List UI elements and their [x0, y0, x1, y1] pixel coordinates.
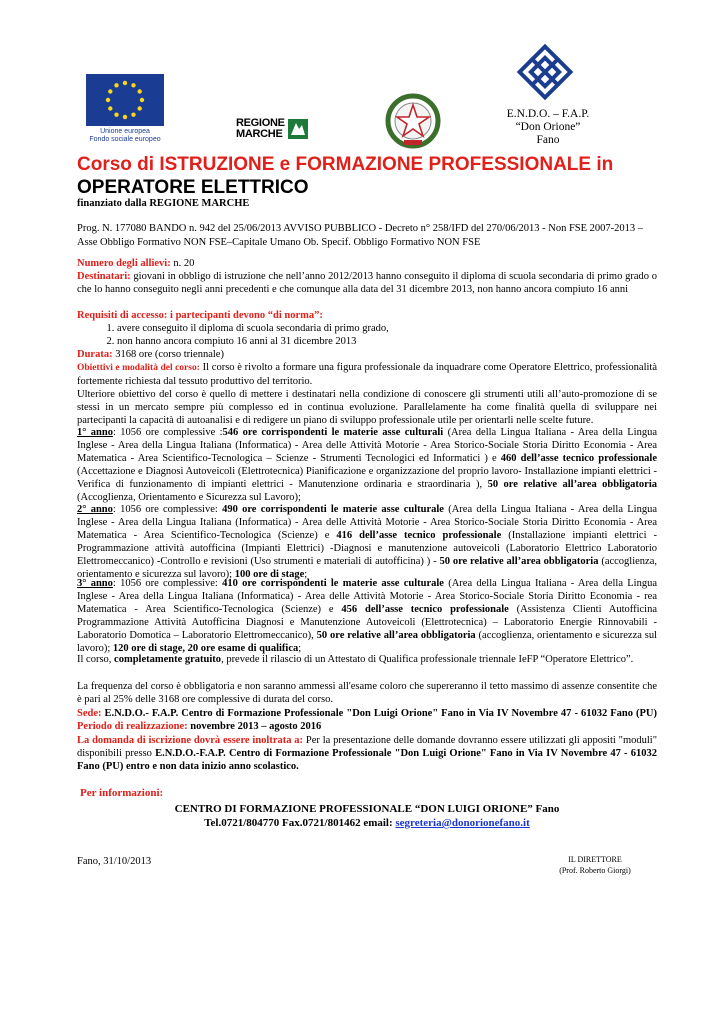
domanda-text: Per la presentazione delle domande dovranno essere utilizzati gli appositi "moduli" disponibili presso: [77, 735, 657, 759]
anno3-label: 3° anno: [77, 578, 113, 589]
eu-caption: [86, 128, 164, 144]
anno1-bold: 50 ore relative all’area obbligatoria: [487, 479, 657, 490]
obiettivi-text1: Il corso è rivolto a formare una figura professionale da inquadrare come Operatore Elettrico, professionalità fortemente richiesta dal tessuto produttivo del territorio.: [77, 362, 657, 387]
gratuito-text: , prevede il rilascio di un Attestato di Qualifica professionale triennale IeFP “Operatore Elettrico”.: [221, 654, 634, 665]
obiettivi-section: [77, 361, 657, 427]
anno3-text: (accoglienza, orientamento e sicurezza sul lavoro);: [77, 630, 657, 654]
anno2-text: : 1056 ore complessive:: [112, 504, 223, 515]
anno3-text: (Assistenza Clienti Autofficina Programmazione Attività Autofficina Diagnosi e Manutenzione Autoveicoli (Elettrotecnica) – Laboratorio Energie Rinnovabili - Laboratorio Domotica – Laboratorio Elettromeccanico),: [77, 604, 657, 641]
periodo-label: Periodo di realizzazione:: [77, 721, 191, 732]
center-name: CENTRO DI FORMAZIONE PROFESSIONALE “DON LUIGI ORIONE” Fano: [174, 803, 560, 815]
anno1-label: 1° anno: [77, 427, 113, 438]
domanda-section: [77, 734, 657, 773]
periodo-value: novembre 2013 – agosto 2016: [190, 721, 322, 732]
endo-header: [478, 108, 618, 147]
anno2-text: (Area della Lingua Italiana - Area della Lingua Inglese - Area della Lingua Italiana (Informatica) - Area delle Attività Motorie - Area Storico-Sociale Storia Diritto Economia - Area Matematica - Area Scientifico-Tecnologica (Scienze) e: [77, 504, 657, 541]
director-title: IL DIRETTORE: [568, 855, 622, 864]
durata-value: 3168 ore (corso triennale): [112, 349, 224, 360]
anno2-text: ;: [304, 569, 308, 580]
anno3-section: [77, 577, 657, 655]
anno3-text: ;: [298, 643, 302, 654]
contact-block: [77, 802, 657, 830]
anno2-text: (Installazione impianti elettrici - Programmazione attività autofficina (Impianti Elettrici) -Diagnosi e manutenzione autoveicoli (Laboratorio Elettrico Laboratorio Elettromeccanico) -Controllo e revisioni (Uso strumenti e materiali di autofficina) ) -: [77, 530, 657, 567]
anno3-bold: 456 dell’asse tecnico professionale: [341, 604, 509, 615]
course-title: Corso di ISTRUZIONE e FORMAZIONE PROFESSIONALE in: [77, 154, 614, 175]
marche-logo-line1: REGIONE: [236, 117, 285, 129]
endo-line2: “Don Orione”: [515, 121, 581, 133]
requisiti-item: 1. avere conseguito il diploma di scuola secondaria di primo grado,: [117, 322, 657, 335]
anno2-bold: 50 ore relative all’area obbligatoria: [439, 556, 599, 567]
anno2-section: [77, 503, 657, 581]
place-date: Fano, 31/10/2013: [77, 856, 152, 867]
marche-logo-line2: MARCHE: [236, 128, 283, 140]
durata-section: [77, 348, 657, 361]
anno1-bold: 460 dell’asse tecnico professionale: [500, 453, 657, 464]
director-name: (Prof. Roberto Giorgi): [559, 866, 631, 875]
eu-logo: [86, 74, 164, 148]
marche-emblem-icon: [287, 118, 309, 140]
destinatari-section: [77, 270, 657, 296]
director-signature: [540, 854, 650, 876]
frequenza-section: La frequenza del corso è obbligatoria e non saranno ammessi all'esame coloro che supereranno il tetto massimo di assenze consentite che è pari al 25% delle 3168 ore complessive di durata del corso.: [77, 681, 657, 705]
endo-line1: E.N.D.O. – F.A.P.: [506, 108, 590, 120]
obiettivi-text2: Ulteriore obiettivo del corso è quello di mettere i destinatari nella condizione di conoscere gli strumenti utili all’auto-promozione di se stessi in un mercato sempre più complesso ed in continua evoluzione. Parallelamente ha come finalità quella di sviluppare nei partecipanti la capacità di autoanalisi e di redigere un piano di sviluppo professionale utile per orientarli nelle scelte future.: [77, 389, 657, 426]
requisiti-label: Requisiti di accesso: i partecipanti devono “di norma”:: [77, 310, 323, 321]
allievi-label: Numero degli allievi:: [77, 258, 171, 269]
sede-section: [77, 707, 657, 733]
italian-republic-emblem-icon: [384, 92, 442, 150]
contact-phones: Tel.0721/804770 Fax.0721/801462 email:: [204, 817, 396, 829]
eu-caption-line1: Unione europea: [100, 128, 150, 135]
domanda-label: La domanda di iscrizione dovrà essere inoltrata a:: [77, 735, 304, 746]
anno1-bold: 546 ore corrispondenti le materie asse culturali: [222, 427, 444, 438]
per-informazioni-label: Per informazioni:: [80, 787, 164, 799]
anno1-text: (Accoglienza, Orientamento e Sicurezza sul Lavoro);: [77, 492, 301, 503]
allievi-value: n. 20: [170, 258, 195, 269]
funding-subtitle: finanziato dalla REGIONE MARCHE: [77, 198, 250, 209]
anno2-bold: 416 dell’asse tecnico professionale: [336, 530, 502, 541]
durata-label: Durata:: [77, 349, 113, 360]
obiettivi-label: Obiettivi e modalità del corso:: [77, 363, 200, 373]
gratuito-bold: completamente gratuito: [114, 654, 222, 665]
endo-line3: Fano: [536, 134, 560, 146]
eu-caption-line2: Fondo sociale europeo: [89, 136, 161, 143]
destinatari-label: Destinatari:: [77, 271, 131, 282]
sede-text: E.N.D.O.- F.A.P. Centro di Formazione Professionale "Don Luigi Orione" Fano in Via IV Novembre 47 - 61032 Fano (PU): [104, 708, 658, 719]
anno2-bold: 490 ore corrispondenti le materie asse culturale: [222, 504, 444, 515]
contact-line: [77, 816, 657, 830]
anno2-bold: 100 ore di stage: [234, 569, 305, 580]
anno1-text: (Area della Lingua Italiana - Area della Lingua Inglese - Area della Lingua Italiana (Informatica) - Area delle Attività Motorie - Area Storico-Sociale Storia Diritto Economia - Area Matematica - Area Scientifico-Tecnologica – Scienze - Strumenti Tecnologici ed Informatici ) e: [77, 427, 657, 464]
anno2-label: 2° anno: [77, 504, 113, 515]
endo-fap-logo-icon: [515, 42, 575, 102]
eu-flag-icon: [86, 74, 164, 126]
sede-label: Sede:: [77, 708, 105, 719]
anno1-text: (Accettazione e Diagnosi Autoveicoli (Elettrotecnica) Pianificazione e organizzazione del proprio lavoro- Installazione impianti elettrici - Verifica di funzionamento di impianti elettrici - Manutenzione ordinaria e straordinaria ),: [77, 466, 657, 490]
requisiti-item: 2. non hanno ancora compiuto 16 anni al 31 dicembre 2013: [117, 335, 657, 348]
allievi-section: [77, 257, 657, 270]
anno3-text: (Area della Lingua Italiana - Area della Lingua Inglese - Area della Lingua Italiana (Informatica) - Area delle Attività Motorie - Area Storico-Sociale Storia Diritto Economia - rea Matematica - Area Scientifico-Tecnologica (Scienze) e: [77, 578, 657, 615]
email-link[interactable]: segreteria@donorionefano.it: [395, 817, 530, 829]
project-reference: Prog. N. 177080 BANDO n. 942 del 25/06/2013 AVVISO PUBBLICO - Decreto n° 258/IFD del 270/06/2013 - Non FSE 2007-2013 – Asse Obbligo Formativo NON FSE–Capitale Umano Ob. Specif. Obbligo Formativo NON FSE: [77, 223, 644, 248]
destinatari-text: giovani in obbligo di istruzione che nell’anno 2012/2013 hanno conseguito il diploma di scuola secondaria di primo grado o che lo hanno conseguito negli anni precedenti e che comunque alla data del 31 dicembre 2013, non hanno ancora compiuto 16 anni: [77, 271, 657, 295]
course-profile: OPERATORE ELETTRICO: [77, 177, 309, 198]
gratuito-section: [77, 653, 657, 666]
anno3-bold: 50 ore relative all’area obbligatoria: [316, 630, 476, 641]
anno2-text: (accoglienza, orientamento e sicurezza sul lavoro);: [77, 556, 657, 580]
anno3-bold: 410 ore corrispondenti le materie asse culturale: [222, 578, 444, 589]
anno3-text: : 1056 ore complessive:: [112, 578, 223, 589]
requisiti-section: [77, 309, 657, 348]
requisiti-list: [77, 322, 657, 348]
anno3-bold: 120 ore di stage, 20 ore esame di qualifica: [112, 643, 299, 654]
domanda-bold: E.N.D.O.-F.A.P. Centro di Formazione Professionale "Don Luigi Orione" Fano in Via IV Novembre 47 - 61032 Fano (PU) entro e non data inizio anno scolastico.: [77, 748, 657, 772]
anno1-text: : 1056 ore complessive :: [112, 427, 223, 438]
anno1-section: [77, 426, 657, 504]
regione-marche-logo: [236, 118, 322, 148]
gratuito-text: Il corso,: [77, 654, 115, 665]
